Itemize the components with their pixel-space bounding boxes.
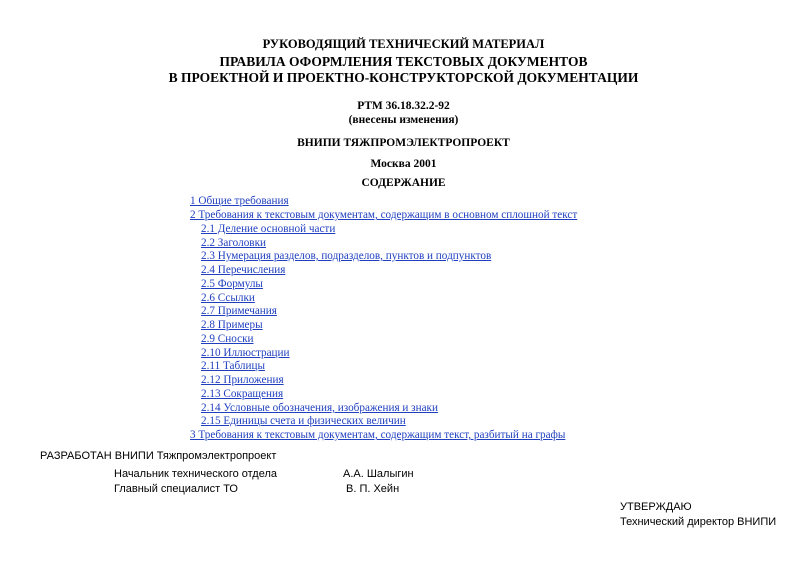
toc-link[interactable]: 2.6 Ссылки <box>201 292 255 304</box>
toc-link[interactable]: 2.1 Деление основной части <box>201 223 336 235</box>
toc-link[interactable]: 2.5 Формулы <box>201 278 263 290</box>
toc-link[interactable]: 2.9 Сноски <box>201 333 254 345</box>
signer-position: Главный специалист ТО <box>114 483 238 495</box>
toc-link[interactable]: 2.13 Сокращения <box>201 388 284 400</box>
document-kind: РУКОВОДЯЩИЙ ТЕХНИЧЕСКИЙ МАТЕРИАЛ <box>262 37 545 51</box>
organization-name: ВНИПИ ТЯЖПРОМЭЛЕКТРОПРОЕКТ <box>297 137 510 149</box>
toc-link[interactable]: 2.8 Примеры <box>201 319 263 331</box>
toc-link[interactable]: 2.15 Единицы счета и физических величин <box>201 415 406 427</box>
toc-link[interactable]: 3 Требования к текстовым документам, содержащим текст, разбитый на графы <box>190 429 566 441</box>
toc-link[interactable]: 2.12 Приложения <box>201 374 284 386</box>
document-title-line-2: В ПРОЕКТНОЙ И ПРОЕКТНО-КОНСТРУКТОРСКОЙ ДОКУМЕНТАЦИИ <box>168 70 639 85</box>
approval-label: УТВЕРЖДАЮ <box>620 501 692 513</box>
developed-by: РАЗРАБОТАН ВНИПИ Тяжпромэлектропроект <box>40 450 277 462</box>
toc-link[interactable]: 2 Требования к текстовым документам, содержащим в основном сплошной текст <box>190 209 578 221</box>
toc-link[interactable]: 1 Общие требования <box>190 195 289 207</box>
city-year: Москва 2001 <box>370 158 437 170</box>
toc-link[interactable]: 2.10 Иллюстрации <box>201 347 290 359</box>
signer-name: В. П. Хейн <box>346 483 400 495</box>
toc-link[interactable]: 2.7 Примечания <box>201 305 277 317</box>
signer-name: А.А. Шалыгин <box>343 468 414 480</box>
contents-heading: СОДЕРЖАНИЕ <box>361 177 446 189</box>
toc-link[interactable]: 2.4 Перечисления <box>201 264 286 276</box>
document-title-line-1: ПРАВИЛА ОФОРМЛЕНИЯ ТЕКСТОВЫХ ДОКУМЕНТОВ <box>219 54 588 69</box>
approval-position: Технический директор ВНИПИ <box>620 516 777 528</box>
toc-link[interactable]: 2.14 Условные обозначения, изображения и знаки <box>201 402 438 414</box>
toc-link[interactable]: 2.2 Заголовки <box>201 237 266 249</box>
toc-link[interactable]: 2.11 Таблицы <box>201 360 265 372</box>
changes-note: (внесены изменения) <box>348 114 459 126</box>
document-code: РТМ 36.18.32.2-92 <box>357 100 450 112</box>
toc-link[interactable]: 2.3 Нумерация разделов, подразделов, пунктов и подпунктов <box>201 250 492 262</box>
signer-position: Начальник технического отдела <box>114 468 278 480</box>
